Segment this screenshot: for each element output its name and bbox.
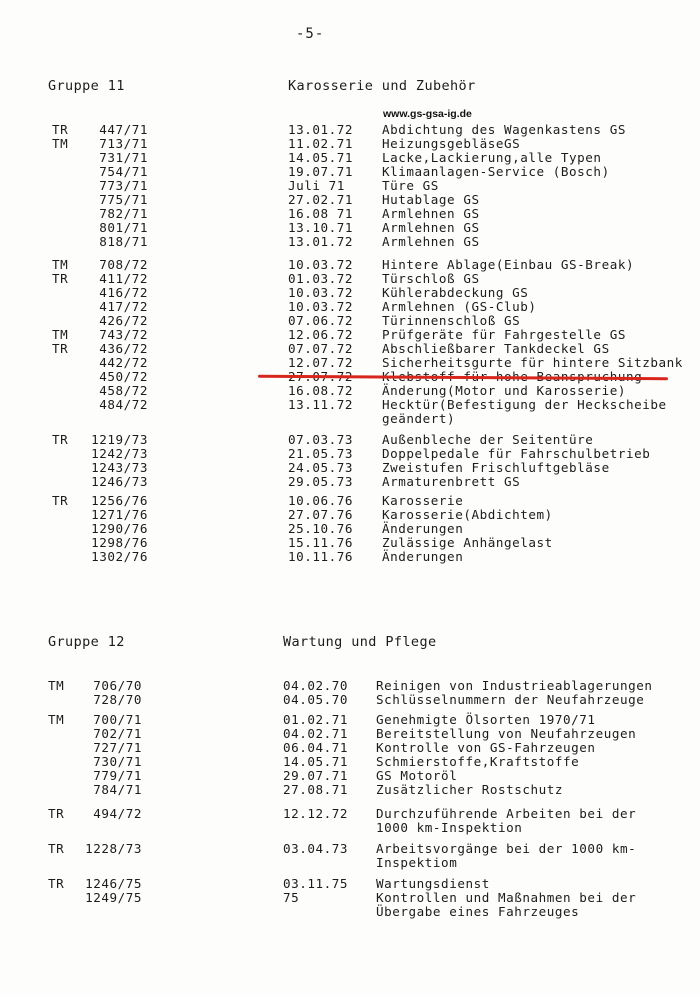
document-number: 727/71 xyxy=(93,740,142,755)
list-item xyxy=(0,193,700,207)
document-description: Armaturenbrett GS xyxy=(382,474,521,489)
list-item xyxy=(0,258,700,272)
document-description: Änderungen xyxy=(382,521,464,536)
document-date: 12.07.72 xyxy=(288,355,354,370)
document-date: 29.07.71 xyxy=(283,768,349,783)
document-description: Außenbleche der Seitentüre xyxy=(382,432,594,447)
group-12-title: Wartung und Pflege xyxy=(283,634,437,650)
type-prefix: TR xyxy=(52,493,69,508)
list-item xyxy=(0,433,700,447)
document-date: 16.08 71 xyxy=(288,206,354,221)
document-date: 04.02.71 xyxy=(283,726,349,741)
document-description: Arbeitsvorgänge bei der 1000 km- xyxy=(376,841,637,856)
type-prefix: TM xyxy=(52,136,69,151)
document-date: 06.04.71 xyxy=(283,740,349,755)
type-prefix: TM xyxy=(52,257,69,272)
document-date: 24.05.73 xyxy=(288,460,354,475)
document-description: Hutablage GS xyxy=(382,192,480,207)
list-item xyxy=(0,356,700,370)
document-number: 775/71 xyxy=(99,192,148,207)
list-item xyxy=(0,314,700,328)
document-date: 13.01.72 xyxy=(288,122,354,137)
list-item xyxy=(0,727,700,741)
document-description: Wartungsdienst xyxy=(376,876,490,891)
document-date: 27.08.71 xyxy=(283,782,349,797)
document-number: 436/72 xyxy=(99,341,148,356)
list-item xyxy=(0,272,700,286)
document-number: 779/71 xyxy=(93,768,142,783)
document-date: 03.11.75 xyxy=(283,876,349,891)
list-item xyxy=(0,550,700,564)
document-description: Armlehnen GS xyxy=(382,206,480,221)
list-item xyxy=(0,807,700,821)
list-item xyxy=(0,342,700,356)
document-description: Durchzuführende Arbeiten bei der xyxy=(376,806,637,821)
document-date: 04.02.70 xyxy=(283,678,349,693)
document-description: Türschloß GS xyxy=(382,271,480,286)
document-date: 13.11.72 xyxy=(288,397,354,412)
document-date: 10.03.72 xyxy=(288,257,354,272)
document-date: 10.03.72 xyxy=(288,299,354,314)
document-description: GS Motoröl xyxy=(376,768,458,783)
document-date: 27.02.71 xyxy=(288,192,354,207)
document-number: 1246/73 xyxy=(91,474,148,489)
document-description: Zulässige Anhängelast xyxy=(382,535,553,550)
list-item xyxy=(0,713,700,727)
document-description: Zusätzlicher Rostschutz xyxy=(376,782,564,797)
document-description: Armlehnen (GS-Club) xyxy=(382,299,537,314)
document-date: 75 xyxy=(283,890,300,905)
type-prefix: TM xyxy=(52,327,69,342)
list-item xyxy=(0,461,700,475)
document-description: Übergabe eines Fahrzeuges xyxy=(376,904,580,919)
list-item xyxy=(0,679,700,693)
list-item xyxy=(0,877,700,891)
document-number: 494/72 xyxy=(93,806,142,821)
document-date: 10.06.76 xyxy=(288,493,354,508)
document-number: 700/71 xyxy=(93,712,142,727)
list-item xyxy=(0,235,700,249)
list-item xyxy=(0,328,700,342)
document-date: 10.11.76 xyxy=(288,549,354,564)
document-description: Armlehnen GS xyxy=(382,220,480,235)
document-number: 706/70 xyxy=(93,678,142,693)
list-item xyxy=(0,221,700,235)
document-date: 14.05.71 xyxy=(288,150,354,165)
document-date: 15.11.76 xyxy=(288,535,354,550)
document-number: 773/71 xyxy=(99,178,148,193)
document-number: 442/72 xyxy=(99,355,148,370)
list-item xyxy=(0,755,700,769)
document-description: Genehmigte Ölsorten 1970/71 xyxy=(376,712,596,727)
document-description: Hintere Ablage(Einbau GS-Break) xyxy=(382,257,635,272)
document-date: 07.03.73 xyxy=(288,432,354,447)
type-prefix: TM xyxy=(48,678,65,693)
document-description: Lacke,Lackierung,alle Typen xyxy=(382,150,602,165)
list-item xyxy=(0,286,700,300)
document-description: Hecktür(Befestigung der Heckscheibe xyxy=(382,397,667,412)
list-item xyxy=(0,522,700,536)
document-description: Doppelpedale für Fahrschulbetrieb xyxy=(382,446,651,461)
document-number: 754/71 xyxy=(99,164,148,179)
list-item xyxy=(0,741,700,755)
document-description: Zweistufen Frischluftgebläse xyxy=(382,460,610,475)
document-date: 07.07.72 xyxy=(288,341,354,356)
document-description: Prüfgeräte für Fahrgestelle GS xyxy=(382,327,626,342)
document-date: 12.06.72 xyxy=(288,327,354,342)
document-date: 16.08.72 xyxy=(288,383,354,398)
document-description: Sicherheitsgurte für hintere Sitzbank xyxy=(382,355,683,370)
list-item xyxy=(0,475,700,489)
document-description: Türe GS xyxy=(382,178,439,193)
list-item xyxy=(0,783,700,797)
document-date: Juli 71 xyxy=(288,178,345,193)
document-number: 1219/73 xyxy=(91,432,148,447)
document-number: 713/71 xyxy=(99,136,148,151)
document-description: 1000 km-Inspektion xyxy=(376,820,523,835)
document-number: 708/72 xyxy=(99,257,148,272)
document-description: Schmierstoffe,Kraftstoffe xyxy=(376,754,580,769)
document-number: 417/72 xyxy=(99,299,148,314)
document-number: 818/71 xyxy=(99,234,148,249)
document-date: 04.05.70 xyxy=(283,692,349,707)
type-prefix: TR xyxy=(52,432,69,447)
watermark-url: www.gs-gsa-ig.de xyxy=(383,108,472,120)
document-number: 447/71 xyxy=(99,122,148,137)
document-number: 730/71 xyxy=(93,754,142,769)
document-description: Inspektiom xyxy=(376,855,458,870)
group-12-label: Gruppe 12 xyxy=(48,634,125,650)
document-description: HeizungsgebläseGS xyxy=(382,136,521,151)
document-date: 10.03.72 xyxy=(288,285,354,300)
document-number: 702/71 xyxy=(93,726,142,741)
document-date: 19.07.71 xyxy=(288,164,354,179)
type-prefix: TR xyxy=(52,122,69,137)
list-item xyxy=(0,179,700,193)
document-description: Klimaanlagen-Service (Bosch) xyxy=(382,164,610,179)
document-number: 728/70 xyxy=(93,692,142,707)
document-number: 411/72 xyxy=(99,271,148,286)
list-item xyxy=(0,494,700,508)
list-item xyxy=(0,821,700,835)
document-date: 14.05.71 xyxy=(283,754,349,769)
list-item xyxy=(0,693,700,707)
document-date: 11.02.71 xyxy=(288,136,354,151)
type-prefix: TR xyxy=(52,271,69,286)
list-item xyxy=(0,123,700,137)
document-number: 1243/73 xyxy=(91,460,148,475)
document-date: 29.05.73 xyxy=(288,474,354,489)
list-item xyxy=(0,137,700,151)
document-number: 1298/76 xyxy=(91,535,148,550)
document-date: 27.07.76 xyxy=(288,507,354,522)
document-description: Armlehnen GS xyxy=(382,234,480,249)
document-date: 12.12.72 xyxy=(283,806,349,821)
document-date: 13.10.71 xyxy=(288,220,354,235)
document-number: 1256/76 xyxy=(91,493,148,508)
document-number: 1271/76 xyxy=(91,507,148,522)
document-number: 784/71 xyxy=(93,782,142,797)
document-description: Türinnenschloß GS xyxy=(382,313,521,328)
list-item xyxy=(0,769,700,783)
document-number: 731/71 xyxy=(99,150,148,165)
list-item xyxy=(0,842,700,856)
document-description: Bereitstellung von Neufahrzeugen xyxy=(376,726,637,741)
group-11-title: Karosserie und Zubehör xyxy=(288,78,476,94)
list-item xyxy=(0,447,700,461)
document-date: 07.06.72 xyxy=(288,313,354,328)
document-number: 801/71 xyxy=(99,220,148,235)
list-item xyxy=(0,300,700,314)
group-11-label: Gruppe 11 xyxy=(48,78,125,94)
document-description: Schlüsselnummern der Neufahrzeuge xyxy=(376,692,645,707)
document-number: 1290/76 xyxy=(91,521,148,536)
type-prefix: TR xyxy=(48,841,65,856)
document-description: Karosserie xyxy=(382,493,464,508)
document-number: 416/72 xyxy=(99,285,148,300)
document-number: 426/72 xyxy=(99,313,148,328)
document-description: Kontrolle von GS-Fahrzeugen xyxy=(376,740,596,755)
document-number: 450/72 xyxy=(99,369,148,384)
type-prefix: TM xyxy=(48,712,65,727)
list-item xyxy=(0,384,700,398)
document-number: 1249/75 xyxy=(85,890,142,905)
document-description: geändert) xyxy=(382,411,456,426)
list-item xyxy=(0,207,700,221)
list-item xyxy=(0,536,700,550)
document-description: Karosserie(Abdichtem) xyxy=(382,507,553,522)
document-date: 25.10.76 xyxy=(288,521,354,536)
document-date: 13.01.72 xyxy=(288,234,354,249)
list-item xyxy=(0,905,700,919)
document-date: 01.03.72 xyxy=(288,271,354,286)
document-number: 782/71 xyxy=(99,206,148,221)
document-number: 458/72 xyxy=(99,383,148,398)
type-prefix: TR xyxy=(48,806,65,821)
list-item xyxy=(0,151,700,165)
document-description: Abschließbarer Tankdeckel GS xyxy=(382,341,610,356)
list-item xyxy=(0,165,700,179)
document-number: 1246/75 xyxy=(85,876,142,891)
type-prefix: TR xyxy=(52,341,69,356)
document-number: 484/72 xyxy=(99,397,148,412)
type-prefix: TR xyxy=(48,876,65,891)
document-description: Abdichtung des Wagenkastens GS xyxy=(382,122,626,137)
document-description: Änderung(Motor und Karosserie) xyxy=(382,383,626,398)
page-number: -5- xyxy=(296,26,325,42)
document-description: Kühlerabdeckung GS xyxy=(382,285,529,300)
document-description: Kontrollen und Maßnahmen bei der xyxy=(376,890,637,905)
document-number: 1228/73 xyxy=(85,841,142,856)
list-item xyxy=(0,891,700,905)
list-item xyxy=(0,412,700,426)
list-item xyxy=(0,856,700,870)
document-number: 1242/73 xyxy=(91,446,148,461)
document-number: 1302/76 xyxy=(91,549,148,564)
document-description: Änderungen xyxy=(382,549,464,564)
document-number: 743/72 xyxy=(99,327,148,342)
list-item xyxy=(0,508,700,522)
document-date: 21.05.73 xyxy=(288,446,354,461)
list-item xyxy=(0,398,700,412)
document-date: 03.04.73 xyxy=(283,841,349,856)
document-description: Reinigen von Industrieablagerungen xyxy=(376,678,653,693)
document-date: 01.02.71 xyxy=(283,712,349,727)
